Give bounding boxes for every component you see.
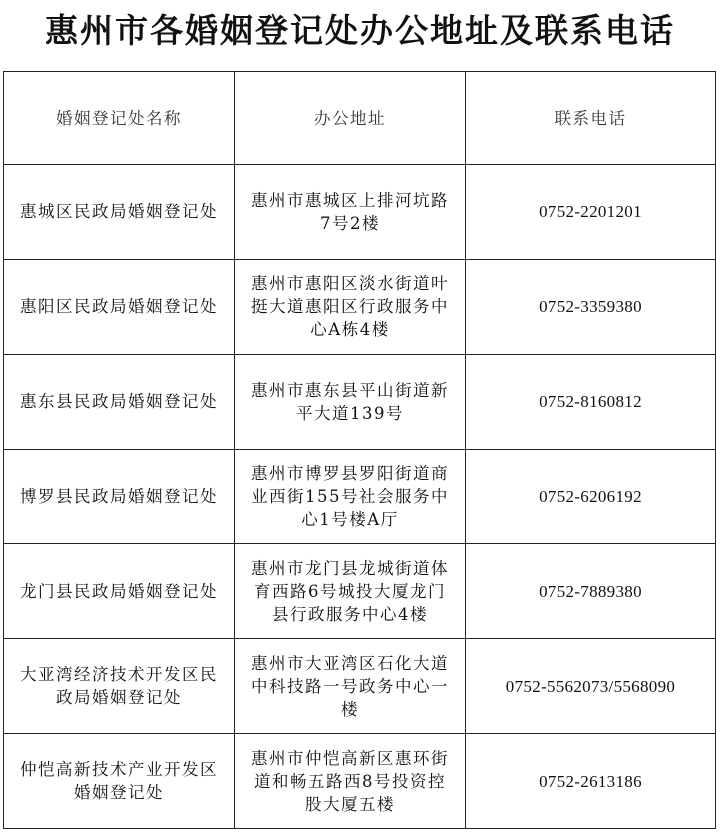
office-name: 惠东县民政局婚姻登记处 bbox=[4, 354, 235, 449]
office-address-text: 惠州市惠东县平山街道新平大道139号 bbox=[251, 380, 449, 423]
office-phone: 0752-7889380 bbox=[466, 544, 716, 639]
office-name: 龙门县民政局婚姻登记处 bbox=[4, 544, 235, 639]
office-name: 惠阳区民政局婚姻登记处 bbox=[4, 259, 235, 354]
header-phone: 联系电话 bbox=[466, 72, 716, 165]
table-row bbox=[4, 165, 716, 260]
office-address-text: 惠州市大亚湾区石化大道中科技路一号政务中心一楼 bbox=[251, 653, 449, 719]
office-name: 惠城区民政局婚姻登记处 bbox=[4, 165, 235, 260]
page-title: 惠州市各婚姻登记处办公地址及联系电话 bbox=[45, 11, 675, 50]
office-name: 大亚湾经济技术开发区民政局婚姻登记处 bbox=[4, 639, 235, 734]
office-address bbox=[235, 259, 466, 354]
table-row bbox=[4, 449, 716, 544]
table-row bbox=[4, 354, 716, 449]
office-address bbox=[235, 165, 466, 260]
office-name: 仲恺高新技术产业开发区婚姻登记处 bbox=[4, 734, 235, 829]
table-row bbox=[4, 734, 716, 829]
table-row bbox=[4, 544, 716, 639]
table-row bbox=[4, 639, 716, 734]
office-name: 博罗县民政局婚姻登记处 bbox=[4, 449, 235, 544]
registry-table bbox=[3, 71, 716, 829]
office-address-text: 惠州市龙门县龙城街道体育西路6号城投大厦龙门县行政服务中心4楼 bbox=[251, 558, 449, 624]
table-header-row bbox=[4, 72, 716, 165]
header-name: 婚姻登记处名称 bbox=[4, 72, 235, 165]
office-phone: 0752-3359380 bbox=[466, 259, 716, 354]
office-phone: 0752-5562073/5568090 bbox=[466, 639, 716, 734]
office-address-text: 惠州市惠城区上排河坑路7号2楼 bbox=[251, 190, 449, 233]
office-address-text: 惠州市仲恺高新区惠环街道和畅五路西8号投资控股大厦五楼 bbox=[251, 748, 449, 814]
office-address-text: 惠州市惠阳区淡水街道叶挺大道惠阳区行政服务中心A栋4楼 bbox=[251, 274, 449, 340]
office-address bbox=[235, 354, 466, 449]
header-address: 办公地址 bbox=[235, 72, 466, 165]
office-phone: 0752-8160812 bbox=[466, 354, 716, 449]
office-phone: 0752-6206192 bbox=[466, 449, 716, 544]
office-phone: 0752-2201201 bbox=[466, 165, 716, 260]
office-address bbox=[235, 449, 466, 544]
office-address bbox=[235, 639, 466, 734]
office-address bbox=[235, 544, 466, 639]
table-row bbox=[4, 259, 716, 354]
office-phone: 0752-2613186 bbox=[466, 734, 716, 829]
office-address bbox=[235, 734, 466, 829]
office-address-text: 惠州市博罗县罗阳街道商业西街155号社会服务中心1号楼A厅 bbox=[251, 463, 449, 529]
